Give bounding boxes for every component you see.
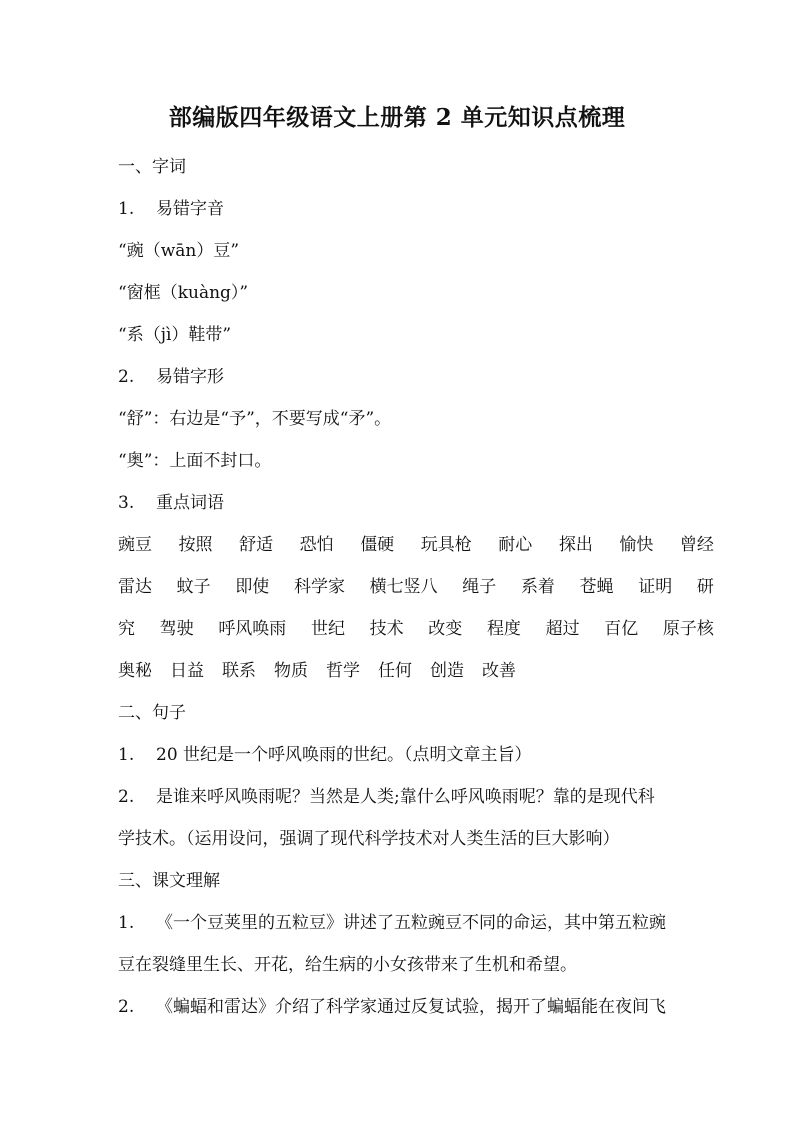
key-word: 驾驶 bbox=[159, 619, 194, 639]
subsection-character-shape bbox=[118, 356, 714, 398]
key-word: 证明 bbox=[638, 577, 673, 597]
key-word: 苍蝇 bbox=[579, 577, 614, 597]
pronunciation-item: “系（jì）鞋带” bbox=[118, 325, 232, 345]
key-word: 豌豆 bbox=[118, 535, 152, 555]
document-body bbox=[118, 146, 714, 1028]
key-word: 即使 bbox=[235, 577, 270, 597]
key-word: 舒适 bbox=[239, 535, 274, 555]
sentence-text: 20 世纪是一个呼风唤雨的世纪。（点明文章主旨） bbox=[156, 745, 532, 765]
key-word: 曾经 bbox=[679, 535, 714, 555]
comprehension-text: 《一个豆荚里的五粒豆》讲述了五粒豌豆不同的命运，其中第五粒豌 bbox=[156, 913, 666, 933]
key-word: 绳子 bbox=[462, 577, 497, 597]
sentence-continuation: 学技术。（运用设问，强调了现代科学技术对人类生活的巨大影响） bbox=[118, 829, 620, 849]
key-word: 探出 bbox=[558, 535, 593, 555]
key-word: 百亿 bbox=[604, 619, 639, 639]
key-word: 愉快 bbox=[619, 535, 654, 555]
sentence-item bbox=[118, 776, 714, 818]
section-heading-comprehension: 三、课文理解 bbox=[118, 871, 220, 891]
page-title: 部编版四年级语文上册第 2 单元知识点梳理 bbox=[168, 104, 626, 131]
comprehension-item bbox=[118, 986, 714, 1028]
list-number: 2. bbox=[118, 787, 135, 807]
sentence-item bbox=[118, 734, 714, 776]
pronunciation-item: “豌（wān）豆” bbox=[118, 241, 240, 261]
list-number: 1. bbox=[118, 199, 135, 219]
key-words-row bbox=[118, 650, 714, 692]
section-heading-vocabulary: 一、字词 bbox=[118, 157, 186, 177]
key-words-row bbox=[118, 608, 714, 650]
comprehension-continuation: 豆在裂缝里生长、开花，给生病的小女孩带来了生机和希望。 bbox=[118, 955, 577, 975]
key-word: 科学家 bbox=[293, 577, 345, 597]
key-word: 究 bbox=[118, 619, 135, 639]
key-word: 技术 bbox=[369, 619, 404, 639]
comprehension-text: 《蝙蝠和雷达》介绍了科学家通过反复试验，揭开了蝙蝠能在夜间飞 bbox=[156, 997, 666, 1017]
key-word: 哲学 bbox=[326, 661, 360, 681]
list-number: 3. bbox=[118, 493, 135, 513]
list-number: 1. bbox=[118, 745, 135, 765]
shape-item: “舒”：右边是“予”，不要写成“矛”。 bbox=[118, 409, 392, 429]
key-words-row bbox=[118, 566, 714, 608]
key-word: 横七竖八 bbox=[369, 577, 438, 597]
comprehension-item bbox=[118, 902, 714, 944]
key-word: 耐心 bbox=[498, 535, 533, 555]
subsection-label: 易错字音 bbox=[156, 199, 224, 219]
subsection-pronunciation bbox=[118, 188, 714, 230]
key-word: 任何 bbox=[378, 661, 412, 681]
key-word: 日益 bbox=[170, 661, 204, 681]
key-word: 超过 bbox=[545, 619, 580, 639]
key-word: 改善 bbox=[482, 661, 516, 681]
key-word: 呼风唤雨 bbox=[218, 619, 287, 639]
key-word: 僵硬 bbox=[360, 535, 395, 555]
section-heading-sentences: 二、句子 bbox=[118, 703, 186, 723]
pronunciation-item: “窗框（kuàng）” bbox=[118, 283, 249, 303]
key-word: 蚊子 bbox=[176, 577, 211, 597]
subsection-label: 重点词语 bbox=[156, 493, 224, 513]
key-word: 奥秘 bbox=[118, 661, 152, 681]
list-number: 2. bbox=[118, 367, 135, 387]
list-number: 1. bbox=[118, 913, 135, 933]
key-word: 创造 bbox=[430, 661, 464, 681]
key-word: 改变 bbox=[428, 619, 463, 639]
key-words-row bbox=[118, 524, 714, 566]
key-word: 联系 bbox=[222, 661, 256, 681]
subsection-key-words bbox=[118, 482, 714, 524]
sentence-text: 是谁来呼风唤雨呢？当然是人类;靠什么呼风唤雨呢？靠的是现代科 bbox=[156, 787, 655, 807]
key-word: 物质 bbox=[274, 661, 308, 681]
key-word: 系着 bbox=[520, 577, 555, 597]
key-word: 程度 bbox=[486, 619, 521, 639]
shape-item: “奥”：上面不封口。 bbox=[118, 451, 272, 471]
key-word: 恐怕 bbox=[299, 535, 334, 555]
list-number: 2. bbox=[118, 997, 135, 1017]
subsection-label: 易错字形 bbox=[156, 367, 224, 387]
key-word: 雷达 bbox=[118, 577, 152, 597]
key-word: 玩具枪 bbox=[420, 535, 472, 555]
key-word: 世纪 bbox=[310, 619, 345, 639]
key-word: 研 bbox=[696, 577, 714, 597]
key-word: 原子核 bbox=[662, 619, 714, 639]
key-word: 按照 bbox=[178, 535, 213, 555]
